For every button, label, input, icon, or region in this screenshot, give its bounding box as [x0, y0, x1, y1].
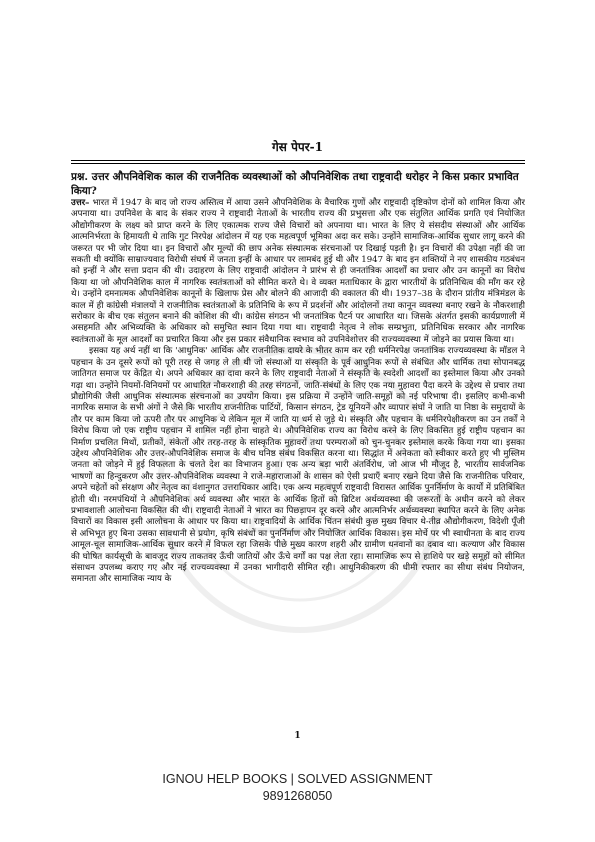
- answer-paragraph: [71, 198, 525, 346]
- answer-paragraph-2: इसका यह अर्थ नहीं था कि 'आधुनिक' आर्थिक और राजनीतिक दायरे के भीतर काम कर रही धर्मनिरपेक्ष जनतांत्रिक राज्यव्यवस्था के मॉडल ने पहचान के उन दूसरे रूपों को पूरी तरह से जगह ले ली थी जो संस्थाओं या संस्कृति के पूर्व आधुनिक रूपों से संबंधित और धार्मिक तथा सोपानबद्ध जातिगत समाज पर केंद्रित थे। अपने अधिकार का दावा करने के लिए राष्ट्रवादी नेताओं ने संस्कृति के स्वदेशी आदर्शों का इस्तेमाल किया और उनको गढ़ा था। उन्होंने नियमों-विनियमों पर आधारित नौकरशाही की तरह संगठनों, जाति-संबंधों के लिए एक नया मुहावरा पैदा करने के उद्देश्य से प्रचार तथा प्रौद्योगिकी जैसी आधुनिक संस्थात्मक संरचनाओं का उपयोग किया। इस प्रक्रिया में उन्होंने जाति-समूहों को नई परिभाषा दी। इसलिए कभी-कभी नागरिक समाज के सभी अंगों ने जैसे कि भारतीय राजनीतिक पार्टियों, किसान संगठन, ट्रेड यूनियनें और व्यापार संघों ने जाति या निष्ठा के समुदायों के तौर पर काम किया जो ऊपरी तौर पर आधुनिक थे लेकिन मूल में जाति या धर्म से जुड़े थे। संस्कृति और पहचान के धर्मनिरपेक्षीकरण का उन तर्कों ने विरोध किया जो एक राष्ट्रीय पहचान में शामिल नहीं होना चाहते थे। औपनिवेशिक राज्य का विरोध करने के लिए विकसित हुई राष्ट्रीय पहचान का निर्माण प्रचलित मिथों, प्रतीकों, संकेतों और तरह-तरह के सांस्कृतिक मुहावरों तथा परम्पराओं को चुन-चुनकर इस्तेमाल करके किया गया था। इसका उद्देश्य औपनिवेशिक और उत्तर-औपनिवेशिक समाज के बीच घनिष्ठ संबंध विकसित करना था। सिद्धांत में अनेकता को स्वीकार करते हुए भी मुस्लिम जनता को जोड़ने में हुई विफलता के चलते देश का विभाजन हुआ। एक अन्य बड़ा भारी अंतर्विरोध, जो आज भी मौजूद है, भारतीय सार्वजनिक भाषणों का हिन्दुकरण और उत्तर-औपनिवेशिक व्यवस्था ने राजे-महाराजाओं के शासन को ऐसी प्रथाएँ बनाए रखने दिया जैसे कि राजनीतिक परिवार, अपने चहेतों को संरक्षण और नेतृत्व का वंशानुगत उत्तराधिकार आदि। एक अन्य महत्वपूर्ण राष्ट्रवादी विरासत आर्थिक पुनर्निर्माण के कार्यों में प्रतिबिंबित होती थी। नरमपंथियों ने औपनिवेशिक अर्थ व्यवस्था और भारत के आर्थिक हितों को ब्रिटिश अर्थव्यवस्था की जरूरतों के अधीन करने को लेकर प्रभावशाली आलोचना विकसित की थी। राष्ट्रवादी नेताओं ने भारत का पिछड़ापन दूर करने और आत्मनिर्भर अर्थव्यवस्था स्थापित करने के लिए अनेक विचारों का विकास इसी आलोचना के आधार पर किया था। राष्ट्रवादियों के आर्थिक चिंतन संबंधी कुछ मुख्य विचार थे-तीव्र औद्योगीकरण, विदेशी पूँजी से अभिभूत हुए बिना उसका सावधानी से प्रयोग, कृषि संबंधों का पुनर्निर्माण और नियोजित आर्थिक विकास। इस मोर्चे पर भी स्वाधीनता के बाद राज्य आमूल-चूल सामाजिक-आर्थिक सुधार करने में विफल रहा जिसके पीछे मुख्य कारण शहरी और ग्रामीण धनवानों का दबाव था। कल्याण और विकास की घोषित कार्यसूची के बावजूद राज्य ताकतवर ऊँची जातियों और ऊँचे वर्गों का पक्ष लेता रहा। सामाजिक रूप से हाशिये पर खड़े समूहों को सीमित संसाधन उपलब्ध कराए गए और नई राज्यव्यवस्था में उनका भागीदारी सीमित रही। आधुनिकीकरण की धीमी रफ्तार का सीधा संबंध नियोजन, समानता और सामाजिक न्याय के: [71, 346, 525, 585]
- answer-label: उत्तर–: [71, 198, 90, 208]
- page-title: गेस पेपर-1: [272, 140, 323, 154]
- title-divider-bottom: [71, 163, 525, 164]
- question-text: उत्तर औपनिवेशिक काल की राजनैतिक व्यवस्थाओं को औपनिवेशिक तथा राष्ट्रवादी धरोहर ने किस प्रकार प्रभावित किया?: [71, 171, 519, 197]
- footer-brand: IGNOU HELP BOOKS | SOLVED ASSIGNMENT: [162, 772, 433, 786]
- question-block: [71, 170, 525, 198]
- title-divider-top: [71, 160, 525, 161]
- page-number: 1: [294, 731, 301, 741]
- footer-phone: 9891268050: [262, 789, 333, 803]
- answer-paragraph-1-text: भारत में 1947 के बाद जो राज्य अस्तित्व में आया उसने औपनिवेशिक के वैचारिक गुणों और राष्ट्रवादी दृष्टिकोण दोनों को शामिल किया और अपनाया था। उपनिवेश के बाद के संकर राज्य ने राष्ट्रवादी नेताओं के भारतीय राज्य की प्रभुसत्ता और एक संतुलित आर्थिक प्रगति एवं नियोजित औद्योगीकरण के लक्ष्य को प्राप्त करने के लिए एकात्मक राज्य जैसे विचारों को अपनाया था। भारत के लिए ये संसदीय संस्थाओं और आर्थिक आत्मनिर्भरता के हिमायती थे ताकि गुट निरपेक्ष आंदोलन में यह एक महत्वपूर्ण भूमिका अदा कर सके। उन्होंने सामाजिक-आर्थिक सुधार लागू करने की जरूरत पर भी जोर दिया था। इन विचारों और मूल्यों की छाप अनेक संस्थात्मक संरचनाओं पर दिखाई पड़ती है। इन विचारों की उपेक्षा नहीं की जा सकती थी क्योंकि साम्राज्यवाद विरोधी संघर्ष में जनता इन्हीं के आधार पर लामबंद हुई थी और 1947 के बाद इन शक्तियों ने नए शासकीय गठबंधन को इन्हीं ने और सत्ता प्रदान की थी। उदाहरण के लिए राष्ट्रवादी आंदोलन ने प्रारंभ से ही जनतांत्रिक आदर्शों का प्रचार और उन कानूनों का विरोध किया था जो औपनिवेशिक काल में नागरिक स्वतंत्रताओं को सीमित करते थे। वे व्यक्त मताधिकार के द्वारा भारतीयों के प्रतिनिधित्व की माँग कर रहे थे। उन्होंने दमनात्मक औपनिवेशिक कानूनों के खिलाफ प्रेस और बोलने की आजादी की वकालत की थी। 1937–38 के दौरान प्रांतीय मंत्रिमंडल के काल में ही कांग्रेसी मंत्रालयों ने राजनीतिक स्वतंत्रताओं के प्रतिनिधि के रूप में प्रदर्शनों और आंदोलनों तथा कानून व्यवस्था बनाए रखने के नौकरशाही सरोकार के बीच एक संतुलन बनाने की कोशिश की थी। कांग्रेस संगठन भी जनतांत्रिक पैटर्न पर आधारित था। जिसके अंतर्गत इसकी कार्यप्रणाली में असहमति और अभिव्यक्ति के अधिकार को समुचित स्थान दिया गया था। राष्ट्रवादी नेतृत्व ने लोक सम्प्रभुता, प्रतिनिधिक सरकार और नागरिक स्वतंत्रताओं के मूल आदर्शों का प्रचारित किया और इस प्रकार संवैधानिक स्वभाव को उपनिवेशोत्तर की राज्यव्यवस्था में जोड़ने का प्रयास किया था।: [71, 198, 525, 345]
- main-content: [71, 170, 525, 730]
- question-label: प्रश्न.: [71, 171, 89, 183]
